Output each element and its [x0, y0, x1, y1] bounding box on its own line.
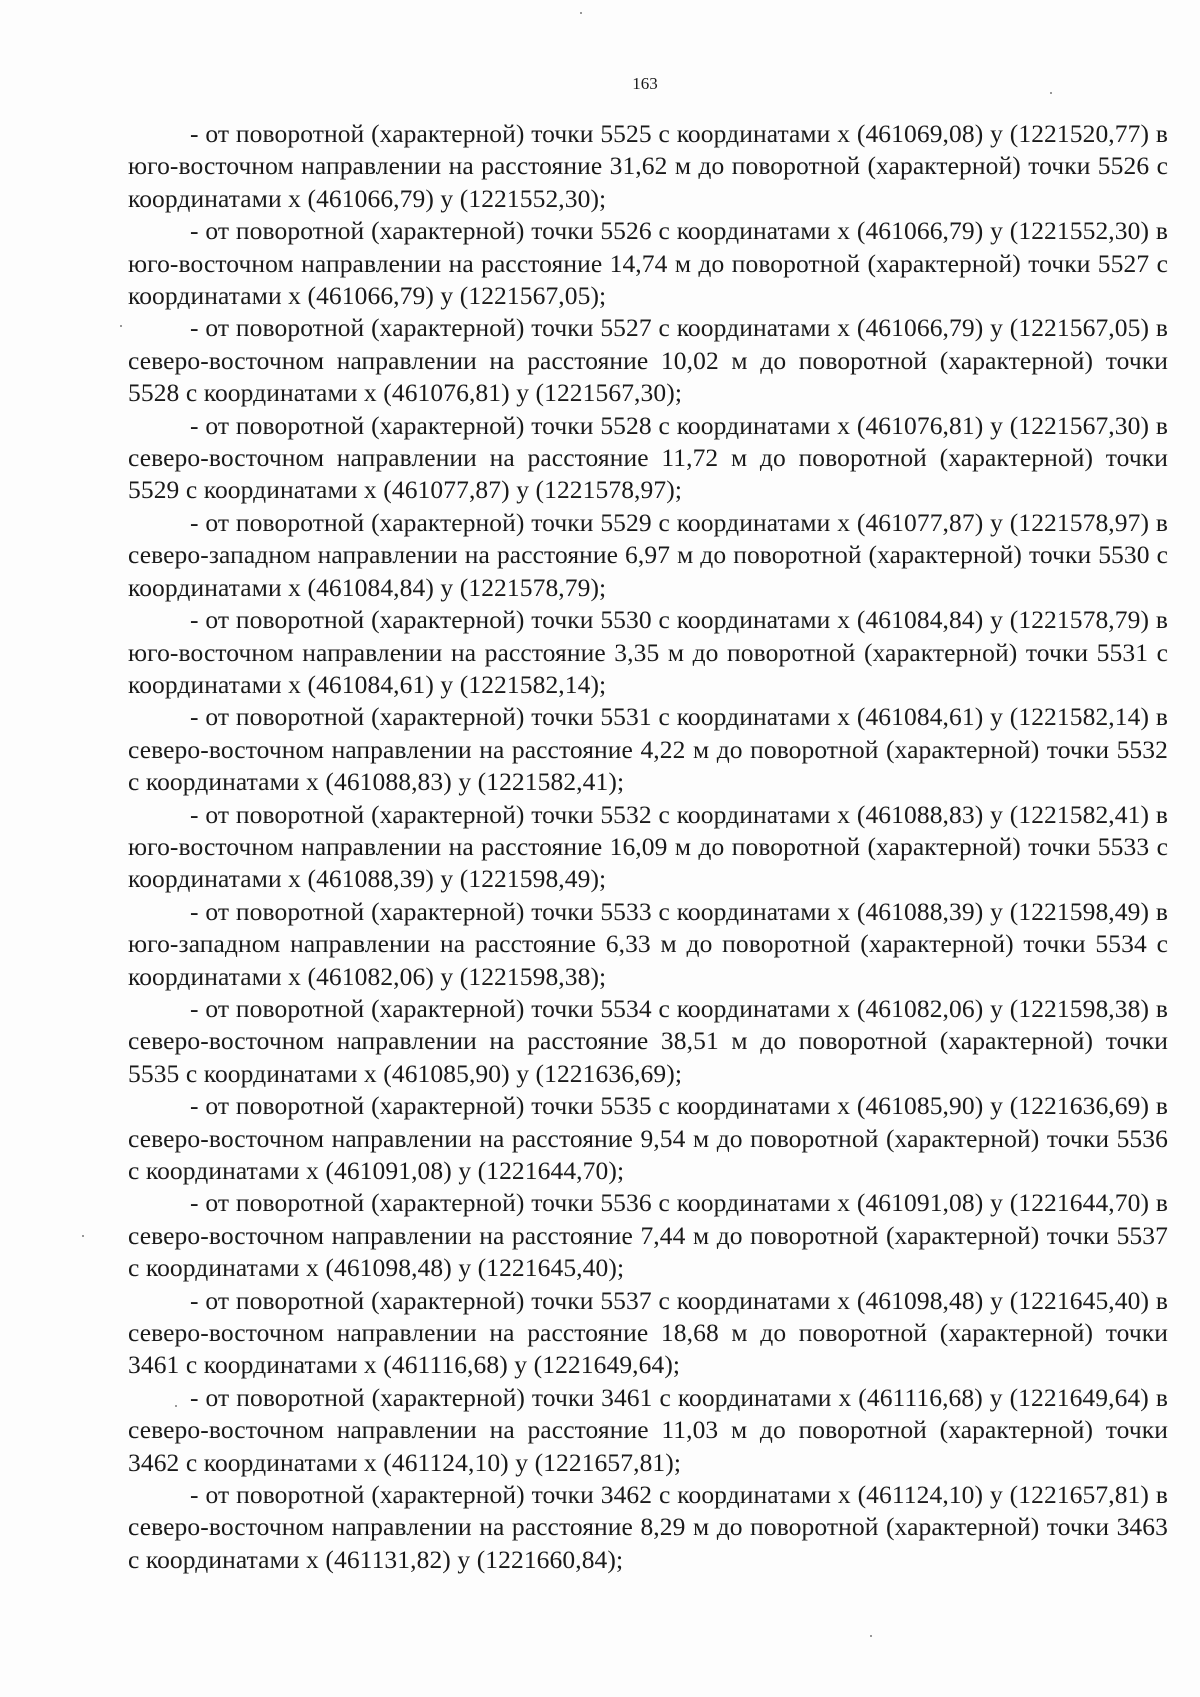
- boundary-paragraph-3: - от поворотной (характерной) точки 5527 с координатами х (461066,79) у (1221567,05) в северо-восточном направлении на расстояние 10,02 м до поворотной (характерной) точки 5528 с координатами х (461076,81) у (1221567,30);: [128, 313, 1168, 408]
- boundary-paragraph-9: - от поворотной (характерной) точки 5533 с координатами х (461088,39) у (1221598,49) в юго-западном направлении на расстояние 6,33 м до поворотной (характерной) точки 5534 с координатами х (461082,06) у (1221598,38);: [128, 896, 1168, 991]
- boundary-paragraph-2: - от поворотной (характерной) точки 5526 с координатами х (461066,79) у (1221552,30) в юго-восточном направлении на расстояние 14,74 м до поворотной (характерной) точки 5527 с координатами х (461066,79) у (1221567,05);: [128, 216, 1168, 311]
- boundary-paragraph-8: - от поворотной (характерной) точки 5532 с координатами х (461088,83) у (1221582,41) в юго-восточном направлении на расстояние 16,09 м до поворотной (характерной) точки 5533 с координатами х (461088,39) у (1221598,49);: [128, 799, 1168, 894]
- boundary-paragraph-5: - от поворотной (характерной) точки 5529 с координатами х (461077,87) у (1221578,97) в северо-западном направлении на расстояние 6,97 м до поворотной (характерной) точки 5530 с координатами х (461084,84) у (1221578,79);: [128, 507, 1168, 602]
- boundary-paragraph-11: - от поворотной (характерной) точки 5535 с координатами х (461085,90) у (1221636,69) в северо-восточном направлении на расстояние 9,54 м до поворотной (характерной) точки 5536 с координатами х (461091,08) у (1221644,70);: [128, 1091, 1168, 1185]
- scan-speck: [82, 1235, 84, 1237]
- boundary-paragraph-7: - от поворотной (характерной) точки 5531 с координатами х (461084,61) у (1221582,14) в северо-восточном направлении на расстояние 4,22 м до поворотной (характерной) точки 5532 с координатами х (461088,83) у (1221582,41);: [128, 702, 1168, 797]
- boundary-paragraph-6: - от поворотной (характерной) точки 5530 с координатами х (461084,84) у (1221578,79) в юго-восточном направлении на расстояние 3,35 м до поворотной (характерной) точки 5531 с координатами х (461084,61) у (1221582,14);: [128, 605, 1168, 699]
- boundary-paragraph-15: - от поворотной (характерной) точки 3462 с координатами х (461124,10) у (1221657,81) в северо-восточном направлении на расстояние 8,29 м до поворотной (характерной) точки 3463 с координатами х (461131,82) у (1221660,84);: [128, 1480, 1168, 1574]
- boundary-paragraph-1: - от поворотной (характерной) точки 5525 с координатами х (461069,08) у (1221520,77) в юго-восточном направлении на расстояние 31,62 м до поворотной (характерной) точки 5526 с координатами х (461066,79) у (1221552,30);: [128, 119, 1168, 213]
- scan-speck: [175, 1405, 177, 1407]
- scan-speck: [870, 1635, 872, 1637]
- boundary-paragraph-4: - от поворотной (характерной) точки 5528 с координатами х (461076,81) у (1221567,30) в северо-восточном направлении на расстояние 11,72 м до поворотной (характерной) точки 5529 с координатами х (461077,87) у (1221578,97);: [128, 410, 1168, 505]
- document-body: [128, 118, 1168, 1576]
- boundary-paragraph-10: - от поворотной (характерной) точки 5534 с координатами х (461082,06) у (1221598,38) в северо-восточном направлении на расстояние 38,51 м до поворотной (характерной) точки 5535 с координатами х (461085,90) у (1221636,69);: [128, 993, 1168, 1088]
- scan-speck: [120, 325, 122, 327]
- scan-speck: [1050, 92, 1052, 94]
- boundary-paragraph-14: - от поворотной (характерной) точки 3461 с координатами х (461116,68) у (1221649,64) в северо-восточном направлении на расстояние 11,03 м до поворотной (характерной) точки 3462 с координатами х (461124,10) у (1221657,81);: [128, 1382, 1168, 1477]
- boundary-paragraph-13: - от поворотной (характерной) точки 5537 с координатами х (461098,48) у (1221645,40) в северо-восточном направлении на расстояние 18,68 м до поворотной (характерной) точки 3461 с координатами х (461116,68) у (1221649,64);: [128, 1285, 1168, 1380]
- boundary-paragraph-12: - от поворотной (характерной) точки 5536 с координатами х (461091,08) у (1221644,70) в северо-восточном направлении на расстояние 7,44 м до поворотной (характерной) точки 5537 с координатами х (461098,48) у (1221645,40);: [128, 1188, 1168, 1283]
- page-number: 163: [632, 74, 658, 93]
- scan-speck: [580, 12, 582, 14]
